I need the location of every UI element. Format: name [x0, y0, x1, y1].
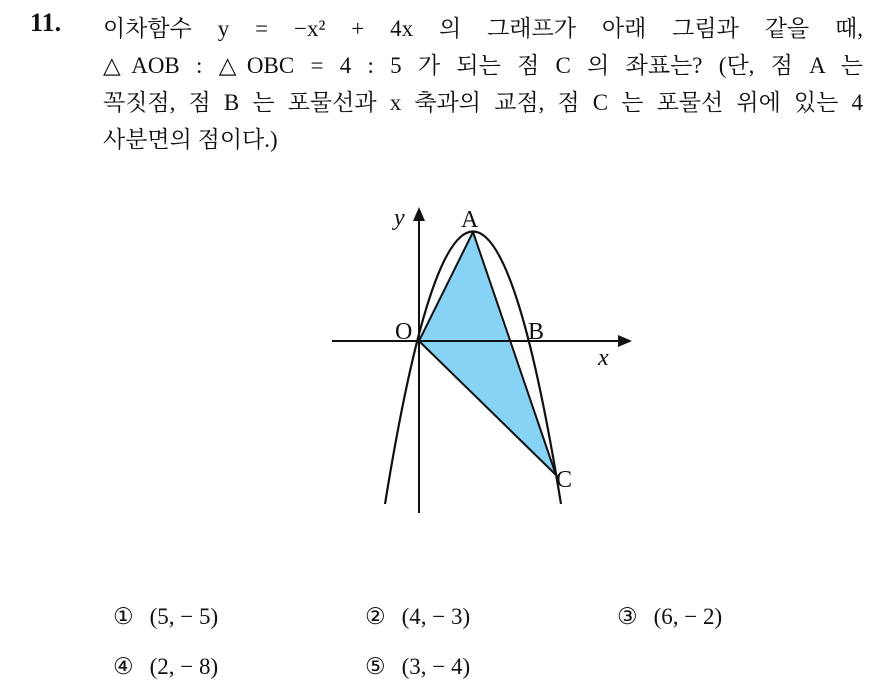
question-text [103, 10, 863, 158]
question-line-4: 사분면의 점이다.) [103, 127, 278, 152]
choice-5-text: (3, − 4) [401, 654, 471, 679]
parabola-figure [320, 195, 640, 515]
choice-4-mark: ④ [113, 654, 134, 679]
choice-4[interactable] [113, 654, 218, 680]
choice-5-mark: ⑤ [365, 654, 386, 679]
y-axis-arrowhead [413, 207, 425, 221]
x-axis-arrowhead [618, 335, 632, 347]
choice-2-text: (4, − 3) [401, 604, 471, 629]
question-line-1: 이차함수 y = −x² + 4x 의 그래프가 아래 그림과 같을 때, [103, 16, 863, 41]
point-b-label: B [528, 319, 545, 345]
choice-2-mark: ② [365, 604, 386, 629]
choice-3-text: (6, − 2) [653, 604, 723, 629]
choice-4-text: (2, − 8) [149, 654, 219, 679]
y-axis-label: y [394, 205, 405, 231]
question-line-3: 꼭짓점, 점 B 는 포물선과 x 축과의 교점, 점 C 는 포물선 위에 있는 4 [103, 90, 863, 115]
question-line-2: △AOB : △OBC = 4 : 5 가 되는 점 C 의 좌표는? (단, 점 A 는 [103, 53, 863, 78]
x-axis-label: x [598, 345, 609, 371]
choice-3[interactable] [617, 604, 722, 630]
choice-1-mark: ① [113, 604, 134, 629]
choice-2[interactable] [365, 604, 470, 630]
choice-3-mark: ③ [617, 604, 638, 629]
origin-label: O [395, 319, 413, 345]
choice-5[interactable] [365, 654, 470, 680]
choice-1[interactable] [113, 604, 218, 630]
point-c-label: C [556, 467, 573, 493]
point-a-label: A [461, 207, 479, 233]
question-number: 11. [30, 8, 62, 37]
choice-1-text: (5, − 5) [149, 604, 219, 629]
